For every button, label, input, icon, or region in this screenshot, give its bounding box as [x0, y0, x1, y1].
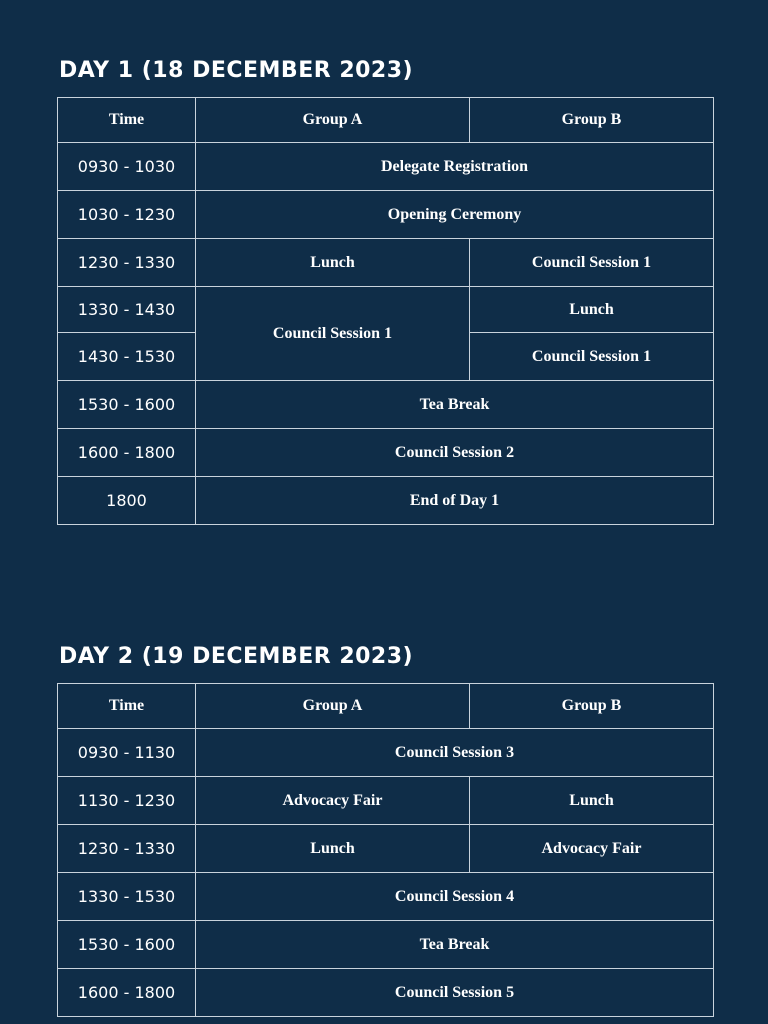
activity-cell: Tea Break — [196, 381, 714, 429]
activity-cell: Council Session 5 — [196, 969, 714, 1017]
activity-cell: End of Day 1 — [196, 477, 714, 525]
time-cell: 1330 - 1430 — [58, 287, 196, 333]
header-time: Time — [58, 684, 196, 729]
activity-cell: Tea Break — [196, 921, 714, 969]
time-cell: 1600 - 1800 — [58, 969, 196, 1017]
time-cell: 0930 - 1130 — [58, 729, 196, 777]
table-row — [58, 191, 714, 239]
group-b-cell: Lunch — [470, 777, 714, 825]
time-cell: 1030 - 1230 — [58, 191, 196, 239]
table-row — [58, 287, 714, 333]
table-row — [58, 873, 714, 921]
group-b-cell: Council Session 1 — [470, 333, 714, 381]
header-group-b: Group B — [470, 684, 714, 729]
table-row — [58, 429, 714, 477]
table-header-row — [58, 98, 714, 143]
activity-cell: Council Session 3 — [196, 729, 714, 777]
table-header-row — [58, 684, 714, 729]
activity-cell: Opening Ceremony — [196, 191, 714, 239]
activity-cell: Council Session 4 — [196, 873, 714, 921]
header-time: Time — [58, 98, 196, 143]
time-cell: 1800 — [58, 477, 196, 525]
table-row — [58, 921, 714, 969]
time-cell: 1430 - 1530 — [58, 333, 196, 381]
time-cell: 1330 - 1530 — [58, 873, 196, 921]
time-cell: 1600 - 1800 — [58, 429, 196, 477]
time-cell: 1130 - 1230 — [58, 777, 196, 825]
table-row — [58, 143, 714, 191]
activity-cell: Delegate Registration — [196, 143, 714, 191]
table-row — [58, 777, 714, 825]
table-row — [58, 729, 714, 777]
group-b-cell: Advocacy Fair — [470, 825, 714, 873]
group-a-cell: Lunch — [196, 825, 470, 873]
table-row — [58, 969, 714, 1017]
time-cell: 1530 - 1600 — [58, 381, 196, 429]
activity-cell: Council Session 2 — [196, 429, 714, 477]
header-group-b: Group B — [470, 98, 714, 143]
group-a-cell: Lunch — [196, 239, 470, 287]
time-cell: 1230 - 1330 — [58, 825, 196, 873]
table-row — [58, 477, 714, 525]
time-cell: 1530 - 1600 — [58, 921, 196, 969]
day-1-schedule-table — [57, 97, 714, 525]
time-cell: 0930 - 1030 — [58, 143, 196, 191]
table-row — [58, 381, 714, 429]
day-2-schedule-table — [57, 683, 714, 1017]
group-b-cell: Lunch — [470, 287, 714, 333]
day-2-title: DAY 2 (19 DECEMBER 2023) — [59, 644, 414, 669]
table-row — [58, 825, 714, 873]
day-1-title: DAY 1 (18 DECEMBER 2023) — [59, 58, 414, 83]
time-cell: 1230 - 1330 — [58, 239, 196, 287]
group-a-cell: Council Session 1 — [196, 287, 470, 381]
group-b-cell: Council Session 1 — [470, 239, 714, 287]
group-a-cell: Advocacy Fair — [196, 777, 470, 825]
header-group-a: Group A — [196, 98, 470, 143]
header-group-a: Group A — [196, 684, 470, 729]
table-row — [58, 239, 714, 287]
